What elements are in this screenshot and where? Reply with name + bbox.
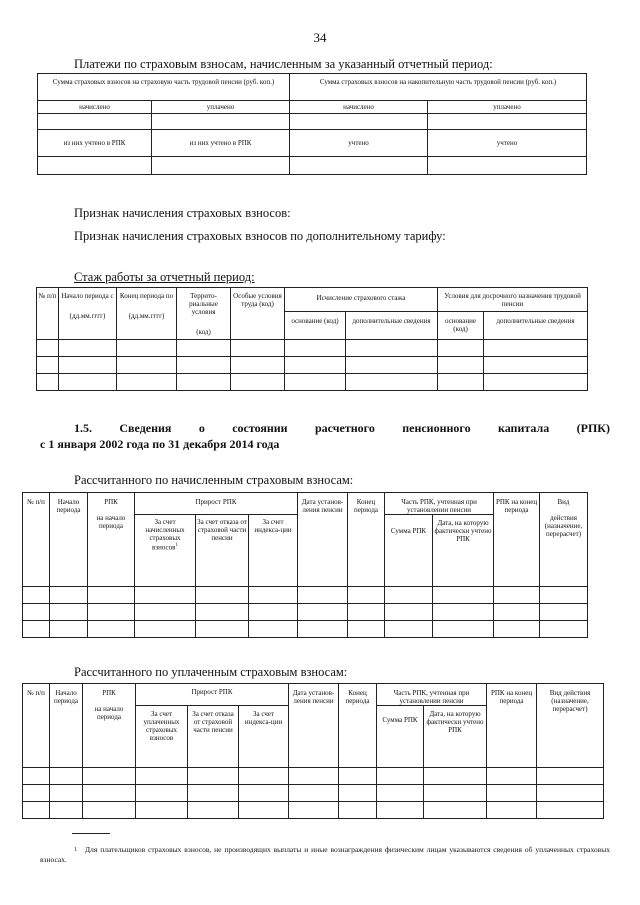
exp-special: Особые условия труда (код) — [231, 288, 285, 340]
acc-sum: Сумма РПК — [385, 515, 433, 587]
acc-start: Начало периода — [50, 493, 88, 587]
acc-date: Дата установ-ления пенсии — [298, 493, 348, 587]
sign-contrib: Признак начисления страховых взносов: — [74, 206, 291, 220]
section-num: 1.5. — [74, 421, 92, 435]
exp-code: (код) — [196, 328, 211, 336]
footnote-text: Для плательщиков страховых взносов, не производящих выплаты и иные вознаграждения физическим лицам указываются сведения об уплаченных страховых взносах. — [40, 845, 610, 864]
col-funded: Сумма страховых взносов на накопительную часть трудовой пенсии (руб. коп.) — [290, 74, 587, 101]
acc-part: Часть РПК, учтенная при установлении пенсии — [385, 493, 494, 515]
acc-rpk: РПК — [104, 498, 118, 506]
paid-g1: За счет уплаченных страховых взносов — [136, 706, 188, 768]
paid-g2: За счет отказа от страховой части пенсии — [188, 706, 239, 768]
paid-g3: За счет индекса-ции — [239, 706, 289, 768]
accrued-label: начислено — [38, 101, 152, 114]
payments-heading: Платежи по страховым взносам, начисленным за указанный отчетный период: — [74, 57, 493, 71]
acc-kind-sub: действия (назначение, перерасчет) — [544, 514, 583, 538]
footnote-mark: 1 — [74, 847, 77, 853]
acc-g1-sup: 1 — [175, 543, 178, 548]
acc-rpk-start: на начало периода — [96, 514, 126, 530]
section-word: капитала — [497, 421, 550, 435]
section-word: состоянии — [232, 421, 288, 435]
section-word: пенсионного — [402, 421, 471, 435]
counted-label: учтено — [290, 130, 428, 157]
exp-basis: основание (код) — [285, 312, 346, 340]
paid-rpk-start: на начало периода — [94, 705, 124, 721]
paid-rpk-end: РПК на конец периода — [487, 684, 537, 768]
paid-rpk-label: из них учтено в РПК — [152, 130, 290, 157]
exp-start-fmt: (дд.мм.гггг) — [69, 312, 106, 320]
sign-additional: Признак начисления страховых взносов по дополнительному тарифу: — [74, 229, 446, 243]
col-insurance: Сумма страховых взносов на страховую часть трудовой пенсии (руб. коп.) — [38, 74, 290, 101]
experience-heading: Стаж работы за отчетный период: — [74, 270, 255, 284]
exp-end-fmt: (дд.мм.гггг) — [128, 312, 165, 320]
paid-rpk: РПК — [102, 689, 116, 697]
acc-g1: За счет начисленных страховых взносов — [145, 518, 185, 552]
section-title — [40, 420, 610, 452]
exp-start: Начало периода с — [61, 292, 114, 300]
paid-start: Начало периода — [50, 684, 83, 768]
page-number: 34 — [313, 30, 327, 45]
incl-rpk-label: из них учтено в РПК — [38, 130, 152, 157]
exp-end: Конец периода по — [119, 292, 174, 300]
paid-sum: Сумма РПК — [377, 706, 424, 768]
section-word: (РПК) — [576, 421, 610, 435]
paid-part: Часть РПК, учтенная при установлении пенсии — [377, 684, 487, 706]
accrued-heading: Рассчитанного по начисленным страховым взносам: — [74, 473, 354, 487]
paid-label: уплачено — [152, 101, 290, 114]
acc-rpk-end: РПК на конец периода — [494, 493, 540, 587]
counted-label: учтено — [428, 130, 587, 157]
paid-growth: Прирост РПК — [136, 684, 289, 706]
acc-growth: Прирост РПК — [135, 493, 298, 515]
exp-territorial: Террито-риальные условия — [189, 292, 218, 316]
section-word: расчетного — [315, 421, 375, 435]
payments-table — [37, 73, 587, 175]
paid-date-counted: Дата, на которую фактически учтено РПК — [424, 706, 487, 768]
paid-table — [22, 683, 604, 819]
exp-calc: Исчисление страхового стажа — [285, 288, 438, 312]
exp-additional: дополнительные сведения — [346, 312, 438, 340]
acc-end: Конец периода — [348, 493, 385, 587]
acc-kind: Вид — [557, 498, 570, 506]
paid-date: Дата установ-ления пенсии — [289, 684, 339, 768]
accrued-table — [22, 492, 588, 638]
experience-table — [36, 287, 588, 391]
footnote — [40, 845, 610, 865]
footnote-rule — [72, 833, 110, 834]
acc-g2: За счет отказа от страховой части пенсии — [196, 515, 249, 587]
paid-end: Конец периода — [339, 684, 377, 768]
paid-label: уплачено — [428, 101, 587, 114]
acc-num: № п/п — [27, 498, 45, 506]
paid-kind: Вид действия (назначение, перерасчет) — [537, 684, 604, 768]
paid-num: № п/п — [23, 684, 50, 768]
paid-heading: Рассчитанного по уплаченным страховым взносам: — [74, 665, 348, 679]
accrued-label: начислено — [290, 101, 428, 114]
exp-num: № п/п — [37, 288, 59, 340]
acc-date-counted: Дата, на которую фактически учтено РПК — [433, 515, 494, 587]
section-line2: с 1 января 2002 года по 31 декабря 2014 года — [40, 437, 280, 451]
acc-g3: За счет индекса-ции — [249, 515, 298, 587]
exp-additional: дополнительные сведения — [484, 312, 588, 340]
section-word: Сведения — [119, 421, 172, 435]
section-word: о — [198, 421, 205, 435]
exp-early: Условия для досрочного назначения трудовой пенсии — [438, 288, 588, 312]
exp-basis: основание (код) — [438, 312, 484, 340]
